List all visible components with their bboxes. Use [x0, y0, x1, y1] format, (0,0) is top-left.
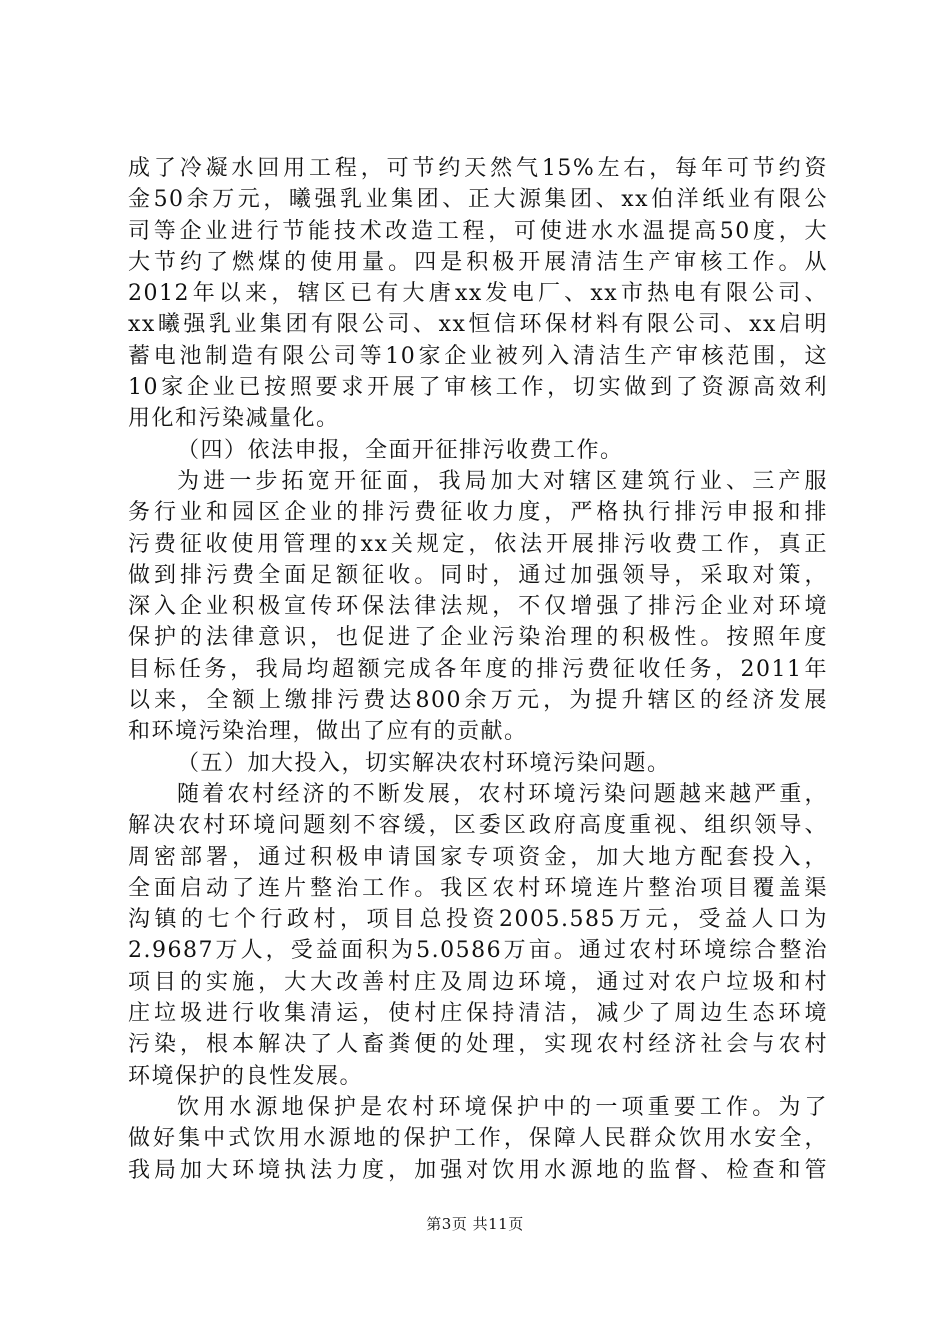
body-line: 金50余万元，曦强乳业集团、正大源集团、xx伯洋纸业有限公 [128, 187, 828, 213]
body-line: 全面启动了连片整治工作。我区农村环境连片整治项目覆盖渠 [128, 875, 828, 901]
body-line: 随着农村经济的不断发展，农村环境污染问题越来越严重， [177, 781, 828, 807]
body-line: 我局加大环境执法力度，加强对饮用水源地的监督、检查和管 [128, 1157, 828, 1183]
document-body [128, 153, 828, 1186]
page-number-footer: 第3页 共11页 [426, 1215, 524, 1233]
body-line: 项目的实施，大大改善村庄及周边环境，通过对农户垃圾和村 [128, 969, 828, 995]
body-line: 10家企业已按照要求开展了审核工作，切实做到了资源高效利 [128, 375, 828, 401]
body-line: xx曦强乳业集团有限公司、xx恒信环保材料有限公司、xx启明 [128, 312, 828, 338]
section-heading: （四）依法申报，全面开征排污收费工作。 [177, 437, 624, 463]
body-line: 务行业和园区企业的排污费征收力度，严格执行排污申报和排 [128, 500, 828, 526]
body-line: 大节约了燃煤的使用量。四是积极开展清洁生产审核工作。从 [128, 249, 828, 275]
body-line: 庄垃圾进行收集清运，使村庄保持清洁，减少了周边生态环境 [128, 1001, 828, 1027]
body-line: 污费征收使用管理的xx关规定，依法开展排污收费工作，真正 [128, 531, 828, 557]
body-line: 为进一步拓宽开征面，我局加大对辖区建筑行业、三产服 [177, 468, 828, 494]
body-line: 周密部署，通过积极申请国家专项资金，加大地方配套投入， [128, 844, 828, 870]
body-line: 做到排污费全面足额征收。同时，通过加强领导，采取对策， [128, 562, 828, 588]
body-line: 深入企业积极宣传环保法律法规，不仅增强了排污企业对环境 [128, 594, 828, 620]
body-line: 2012年以来，辖区已有大唐xx发电厂、xx市热电有限公司、 [128, 281, 828, 307]
body-line: 污染，根本解决了人畜粪便的处理，实现农村经济社会与农村 [128, 1032, 828, 1058]
body-line: 解决农村环境问题刻不容缓，区委区政府高度重视、组织领导、 [128, 813, 828, 839]
body-line: 2.9687万人，受益面积为5.0586万亩。通过农村环境综合整治 [128, 938, 828, 964]
body-line: 用化和污染减量化。 [128, 406, 340, 432]
body-line: 环境保护的良性发展。 [128, 1063, 364, 1089]
body-line: 做好集中式饮用水源地的保护工作，保障人民群众饮用水安全， [128, 1126, 828, 1152]
body-line: 蓄电池制造有限公司等10家企业被列入清洁生产审核范围，这 [128, 343, 828, 369]
body-line: 成了冷凝水回用工程，可节约天然气15%左右，每年可节约资 [128, 156, 828, 181]
section-heading: （五）加大投入，切实解决农村环境污染问题。 [177, 750, 671, 776]
body-line: 目标任务，我局均超额完成各年度的排污费征收任务，2011年 [128, 656, 828, 682]
body-line: 保护的法律意识，也促进了企业污染治理的积极性。按照年度 [128, 625, 828, 651]
body-line: 沟镇的七个行政村，项目总投资2005.585万元，受益人口为 [128, 907, 828, 933]
body-line: 司等企业进行节能技术改造工程，可使进水水温提高50度，大 [128, 218, 828, 244]
body-line: 以来，全额上缴排污费达800余万元，为提升辖区的经济发展 [128, 688, 828, 714]
body-line: 和环境污染治理，做出了应有的贡献。 [128, 719, 528, 745]
body-line: 饮用水源地保护是农村环境保护中的一项重要工作。为了 [177, 1094, 828, 1120]
